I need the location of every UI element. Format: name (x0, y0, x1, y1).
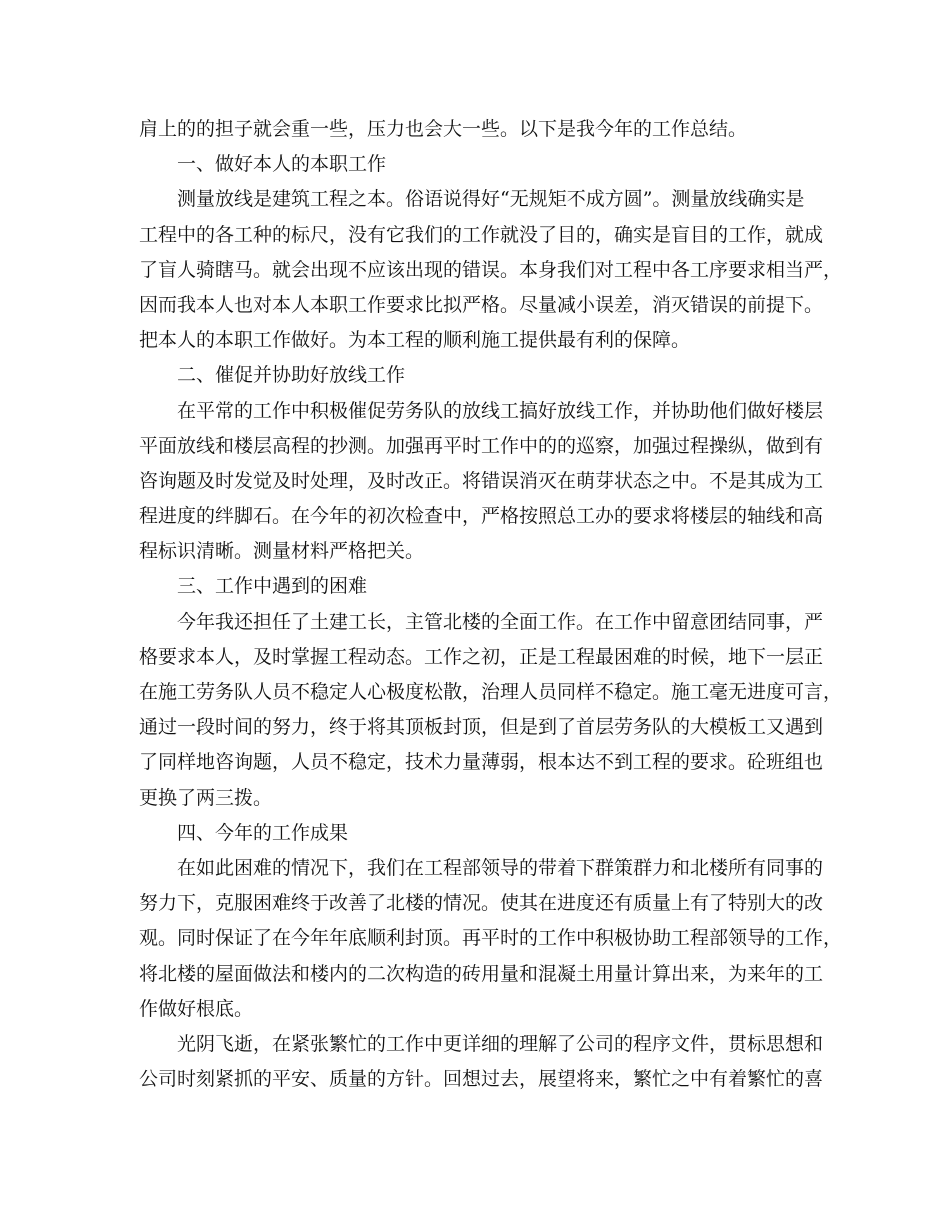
text-line: 程标识清晰。测量材料严格把关。 (139, 540, 425, 563)
text-line: 今年我还担任了土建工长，主管北楼的全面工作。在工作中留意团结同事，严 (177, 610, 824, 633)
text-line: 四、今年的工作成果 (177, 821, 349, 844)
text-line: 了盲人骑瞎马。就会出现不应该出现的错误。本身我们对工程中各工序要求相当严， (139, 258, 843, 281)
text-line: 在平常的工作中积极催促劳务队的放线工搞好放线工作，并协助他们做好楼层 (177, 399, 824, 422)
text-line: 工程中的各工种的标尺，没有它我们的工作就没了目的，确实是盲目的工作，就成 (139, 223, 824, 246)
text-line: 咨询题及时发觉及时处理，及时改正。将错误消灭在萌芽状态之中。不是其成为工 (139, 469, 824, 492)
text-line: 一、做好本人的本职工作 (177, 153, 387, 176)
text-line: 了同样地咨询题，人员不稳定，技术力量薄弱，根本达不到工程的要求。砼班组也 (139, 751, 824, 774)
text-line: 在如此困难的情况下，我们在工程部领导的带着下群策群力和北楼所有同事的 (177, 856, 824, 879)
text-line: 将北楼的屋面做法和楼内的二次构造的砖用量和混凝土用量计算出来，为来年的工 (139, 962, 824, 985)
text-line: 三、工作中遇到的困难 (177, 575, 368, 598)
text-line: 光阴飞逝，在紧张繁忙的工作中更详细的理解了公司的程序文件，贯标思想和 (177, 1032, 824, 1055)
document-body (139, 112, 843, 1097)
text-line: 观。同时保证了在今年年底顺利封顶。再平时的工作中积极协助工程部领导的工作， (139, 927, 843, 950)
text-line: 平面放线和楼层高程的抄测。加强再平时工作中的的巡察，加强过程操纵，做到有 (139, 434, 824, 457)
text-line: 因而我本人也对本人本职工作要求比拟严格。尽量减小误差，消灭错误的前提下。 (139, 293, 824, 316)
text-line: 肩上的的担子就会重一些，压力也会大一些。以下是我今年的工作总结。 (139, 118, 748, 140)
text-line: 公司时刻紧抓的平安、质量的方针。回想过去，展望将来，繁忙之中有着繁忙的喜 (139, 1068, 824, 1091)
text-line: 作做好根底。 (139, 997, 254, 1020)
text-line: 努力下，克服困难终于改善了北楼的情况。使其在进度还有质量上有了特别大的改 (139, 892, 824, 915)
text-line: 在施工劳务队人员不稳定人心极度松散，治理人员同样不稳定。施工毫无进度可言， (139, 681, 843, 703)
text-line: 程进度的绊脚石。在今年的初次检查中，严格按照总工办的要求将楼层的轴线和高 (139, 505, 824, 528)
text-line: 格要求本人，及时掌握工程动态。工作之初，正是工程最困难的时候，地下一层正 (139, 645, 824, 668)
text-line: 二、催促并协助好放线工作 (177, 364, 406, 387)
text-line: 通过一段时间的努力，终于将其顶板封顶，但是到了首层劳务队的大模板工又遇到 (139, 716, 824, 739)
text-line: 更换了两三拨。 (139, 786, 273, 809)
text-line: 测量放线是建筑工程之本。俗语说得好“无规矩不成方圆”。测量放线确实是 (177, 188, 805, 211)
text-line: 把本人的本职工作做好。为本工程的顺利施工提供最有利的保障。 (139, 329, 691, 352)
